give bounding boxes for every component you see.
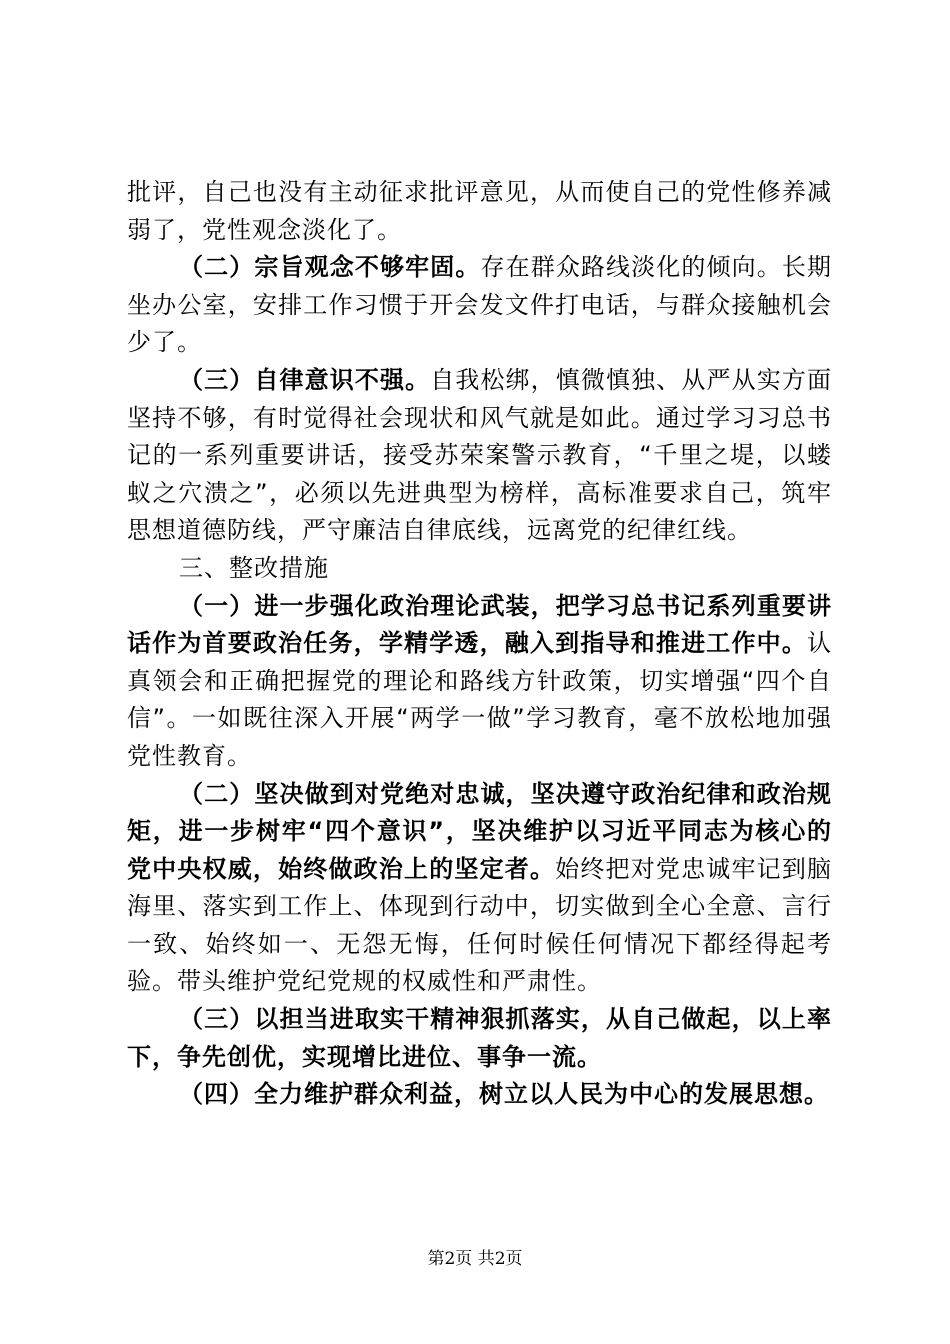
paragraph-continuation xyxy=(127,174,832,249)
measure-text: 认真领会和正确把握党的理论和路线方针政策，切实增强“四个自信”。一如既往深入开展“两学一做”学习教育，毫不放松地加强党性教育。 xyxy=(127,629,832,770)
measure-item-3 xyxy=(127,1001,832,1076)
measure-lead: （一）进一步强化政治理论武装，把学习总书记系列重要讲话作为首要政治任务，学精学透，融入到指导和推进工作中。 xyxy=(127,591,832,658)
measure-text: 始终把对党忠诚牢记到脑海里、落实到工作上、体现到行动中，切实做到全心全意、言行一致、始终如一、无怨无悔，任何时候任何情况下都经得起考验。带头维护党纪党规的权威性和严肃性。 xyxy=(127,854,833,996)
measure-item-4 xyxy=(127,1076,832,1114)
paragraph-text: 存在群众路线淡化的倾向。长期坐办公室，安排工作习惯于开会发文件打电话，与群众接触机会少了。 xyxy=(127,253,833,357)
paragraph-lead: （二）宗旨观念不够牢固。 xyxy=(179,253,481,282)
paragraph-text: 自我松绑，慎微慎独、从严从实方面坚持不够，有时觉得社会现状和风气就是如此。通过学习习总书记的一系列重要讲话，接受苏荣案警示教育，“千里之堤，以蝼蚁之穴溃之”，必须以先进典型为榜样，高标准要求自己，筑牢思想道德防线，严守廉洁自律底线，远离党的纪律红线。 xyxy=(127,365,833,545)
page-footer xyxy=(0,1244,950,1269)
measure-lead: （三）以担当进取实干精神狠抓落实，从自己做起，以上率下，争先创优，实现增比进位、事争一流。 xyxy=(127,1005,832,1071)
section-heading-text: 三、整改措施 xyxy=(179,553,329,582)
measure-item-1 xyxy=(127,588,832,776)
measure-lead: （四）全力维护群众利益，树立以人民为中心的发展思想。 xyxy=(179,1080,829,1109)
section-heading-rectification xyxy=(127,550,832,588)
paragraph-purpose-concept xyxy=(127,249,832,362)
measure-lead: （二）坚决做到对党绝对忠诚，坚决遵守政治纪律和政治规矩，进一步树牢“四个意识”，坚决维护以习近平同志为核心的党中央权威，始终做政治上的坚定者。 xyxy=(127,779,832,883)
paragraph-lead: （三）自律意识不强。 xyxy=(179,365,431,394)
measure-item-2 xyxy=(127,776,832,1002)
page-number-label: 第2页 共2页 xyxy=(427,1249,523,1269)
paragraph-self-discipline xyxy=(127,362,832,550)
paragraph-text: 批评，自己也没有主动征求批评意见，从而使自己的党性修养减弱了，党性观念淡化了。 xyxy=(127,178,832,244)
document-body xyxy=(127,174,832,1114)
